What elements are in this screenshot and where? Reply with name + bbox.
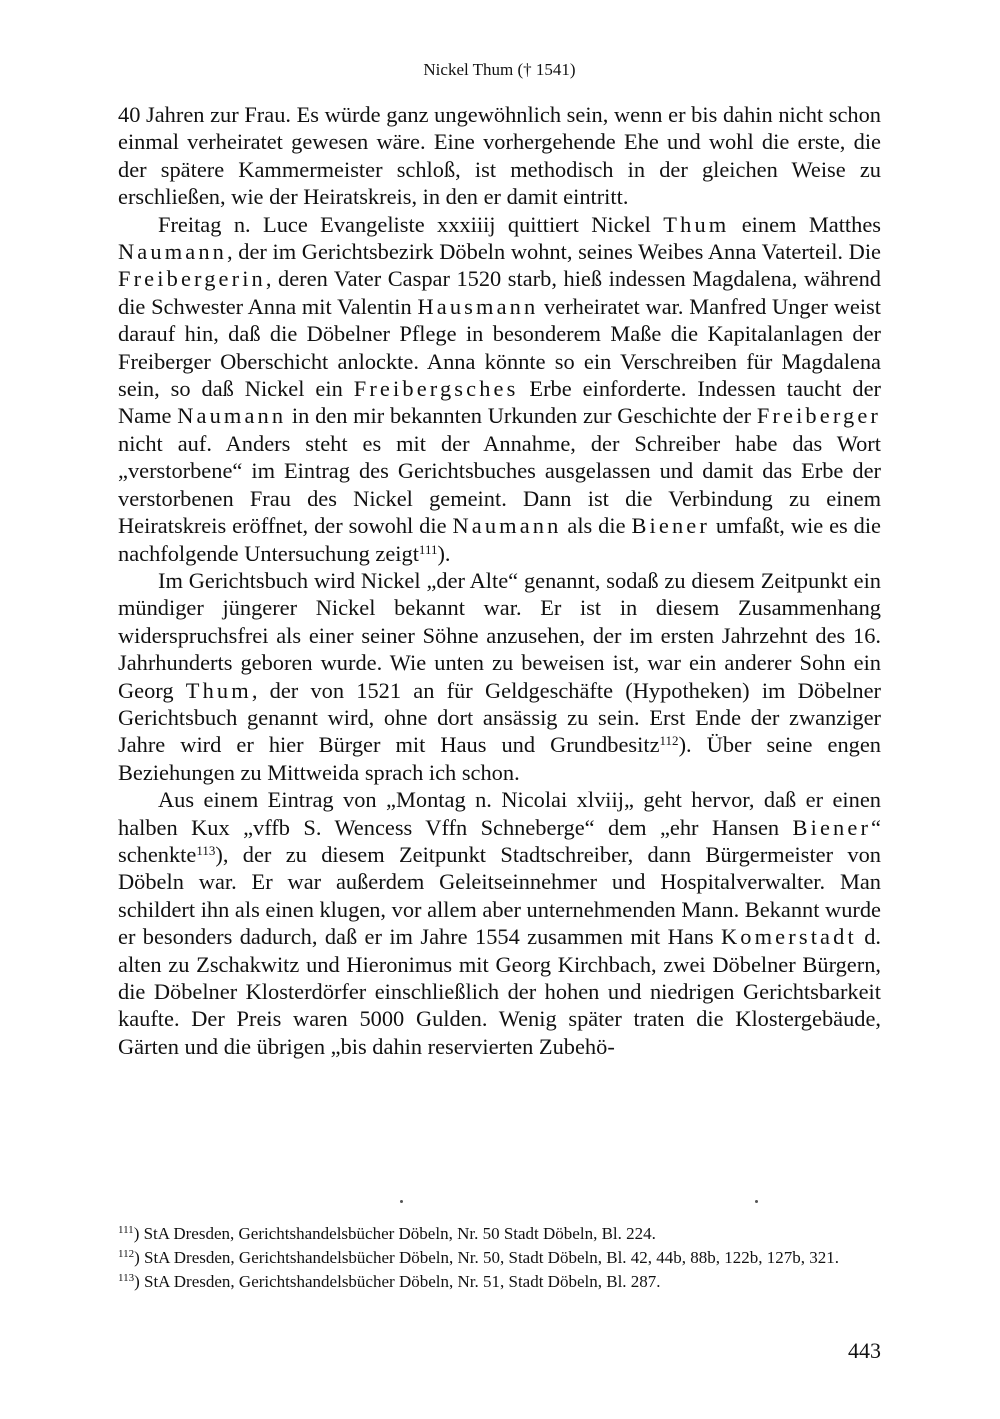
- text-run: Freitag n. Luce Evangeliste xxxiiij quittiert Nickel: [158, 211, 664, 237]
- text-run: ).: [437, 540, 451, 566]
- spaced-name: Komerstadt: [720, 924, 857, 950]
- spaced-name: Freibergerin: [118, 266, 266, 292]
- text-run: ), der zu diesem Zeitpunkt Stadtschreiber, dann Bürgermeister von Döbeln war. Er war außerdem Geleitseinnehmer und Hospitalverwalter. Man schildert ihn als einen klugen, vor allem aber unternehmenden Mann. Bekannt wurde er besonders dadurch, daß er im Jahre 1554 zusammen mit Hans: [118, 841, 881, 950]
- text-run: verheiratet war. Manfred Unger weist darauf hin, daß die Döbelner Pflege in besonderem Maße die Kapitalanlagen der Freiberger Oberschicht anlockte. Anna könnte so ein Verschreiben für Magdalena sein, so daß Nickel ein: [118, 293, 881, 402]
- spaced-name: Biener: [792, 814, 872, 840]
- text-run: ). Über seine engen Beziehungen zu Mittweida sprach ich schon.: [118, 732, 881, 785]
- footnote-text: ) StA Dresden, Gerichtshandelsbücher Döbeln, Nr. 51, Stadt Döbeln, Bl. 287.: [134, 1272, 661, 1291]
- text-run: nicht auf. Anders steht es mit der Annahme, der Schreiber habe das Wort „verstorbene“ im Eintrag des Gerichtsbuches ausgelassen und damit das Erbe der verstorbenen Frau des Nickel gemeint. Dann ist die Verbindung zu einem Heiratskreis eröffnet, der sowohl die: [118, 430, 881, 539]
- footnote-ref: 111: [418, 541, 438, 557]
- footnote-ref: 112: [659, 733, 679, 749]
- footnote-number: 111: [118, 1224, 134, 1236]
- spaced-name: Freiberger: [756, 403, 882, 429]
- paragraph-1: [118, 101, 881, 211]
- footnote-112: [118, 1248, 881, 1270]
- book-page: [118, 0, 881, 1419]
- spaced-name: Naumann: [177, 403, 287, 429]
- paragraph-4: [118, 786, 881, 1060]
- spaced-name: Naumann: [118, 239, 227, 265]
- footnote-number: 113: [118, 1272, 135, 1284]
- text-run: , der von 1521 an für Geldgeschäfte (Hypotheken) im Döbelner Gerichtsbuch genannt wird, ohne dort ansässig zu sein. Erst Ende der zwanziger Jahre wird er hier Bürger mit Haus und Grundbesitz: [118, 677, 881, 758]
- footnote-number: 112: [118, 1248, 135, 1260]
- text-run: “ schenkte: [118, 814, 881, 867]
- text-run: , der im Gerichtsbezirk Döbeln wohnt, seines Weibes Anna Vaterteil. Die: [227, 239, 881, 265]
- text-run: 40 Jahren zur Frau. Es würde ganz ungewöhnlich sein, wenn er bis dahin nicht schon einmal verheiratet gewesen wäre. Eine vorhergehende Ehe und wohl die erste, die der spätere Kammermeister schloß, ist methodisch in der gleichen Weise zu erschließen, wie der Heiratskreis, in den er damit eintritt.: [118, 102, 881, 210]
- footnote-113: [118, 1272, 881, 1294]
- footnote-111: [118, 1224, 881, 1246]
- footnote-text: ) StA Dresden, Gerichtshandelsbücher Döbeln, Nr. 50 Stadt Döbeln, Bl. 224.: [133, 1224, 656, 1243]
- footnote-text: ) StA Dresden, Gerichtshandelsbücher Döbeln, Nr. 50, Stadt Döbeln, Bl. 42, 44b, 88b, 122b, 127b, 321.: [134, 1248, 840, 1267]
- paragraph-3: [118, 567, 881, 786]
- footnote-ref: 113: [196, 842, 216, 858]
- text-run: umfaßt, wie es die nachfolgende Untersuchung zeigt: [118, 513, 881, 566]
- paragraph-2: [118, 211, 881, 567]
- spaced-name: Freibergsches: [353, 376, 519, 402]
- spaced-name: Thum: [185, 677, 252, 703]
- text-run: Erbe einforderte. Indessen taucht der Name: [118, 376, 881, 429]
- text-run: als die: [561, 513, 632, 539]
- running-head: Nickel Thum († 1541): [423, 60, 576, 79]
- footnote-divider: [118, 1200, 881, 1208]
- body-text: [118, 101, 881, 1060]
- page-number: 443: [848, 1338, 881, 1363]
- footnotes: [118, 1224, 881, 1296]
- text-run: d. alten zu Zschakwitz und Hieronimus mit Georg Kirchbach, zwei Döbelner Bürgern, die Döbelner Klosterdörfer einschließlich der hohen und niedrigen Gerichtsbarkeit kaufte. Der Preis waren 5000 Gulden. Wenig später traten die Klostergebäude, Gärten und die übrigen „bis dahin reservierten Zubehö-: [118, 924, 881, 1059]
- divider-dot: [755, 1200, 758, 1203]
- divider-dot: [400, 1200, 403, 1203]
- spaced-name: Hausmann: [417, 293, 539, 319]
- text-run: einem Matthes: [729, 211, 881, 237]
- spaced-name: Naumann: [452, 513, 562, 539]
- text-run: Im Gerichtsbuch wird Nickel „der Alte“ genannt, sodaß zu diesem Zeitpunkt ein mündiger jüngerer Nickel bekannt war. Er ist in diesem Zusammenhang widerspruchsfrei als einer seiner Söhne anzusehen, der im ersten Jahrzehnt des 16. Jahrhunderts geboren wurde. Wie unten zu beweisen ist, war ein anderer Sohn ein Georg: [118, 567, 881, 703]
- spaced-name: Thum: [663, 211, 730, 237]
- text-run: Aus einem Eintrag von „Montag n. Nicolai xlviij„ geht hervor, daß er einen halben Kux „vffb S. Wencess Vffn Schneberge“ dem „ehr Hansen: [118, 787, 881, 840]
- text-run: in den mir bekannten Urkunden zur Geschichte der: [286, 403, 757, 429]
- spaced-name: Biener: [631, 513, 710, 539]
- text-run: , deren Vater Caspar 1520 starb, hieß indessen Magdalena, während die Schwester Anna mit Valentin: [118, 266, 881, 319]
